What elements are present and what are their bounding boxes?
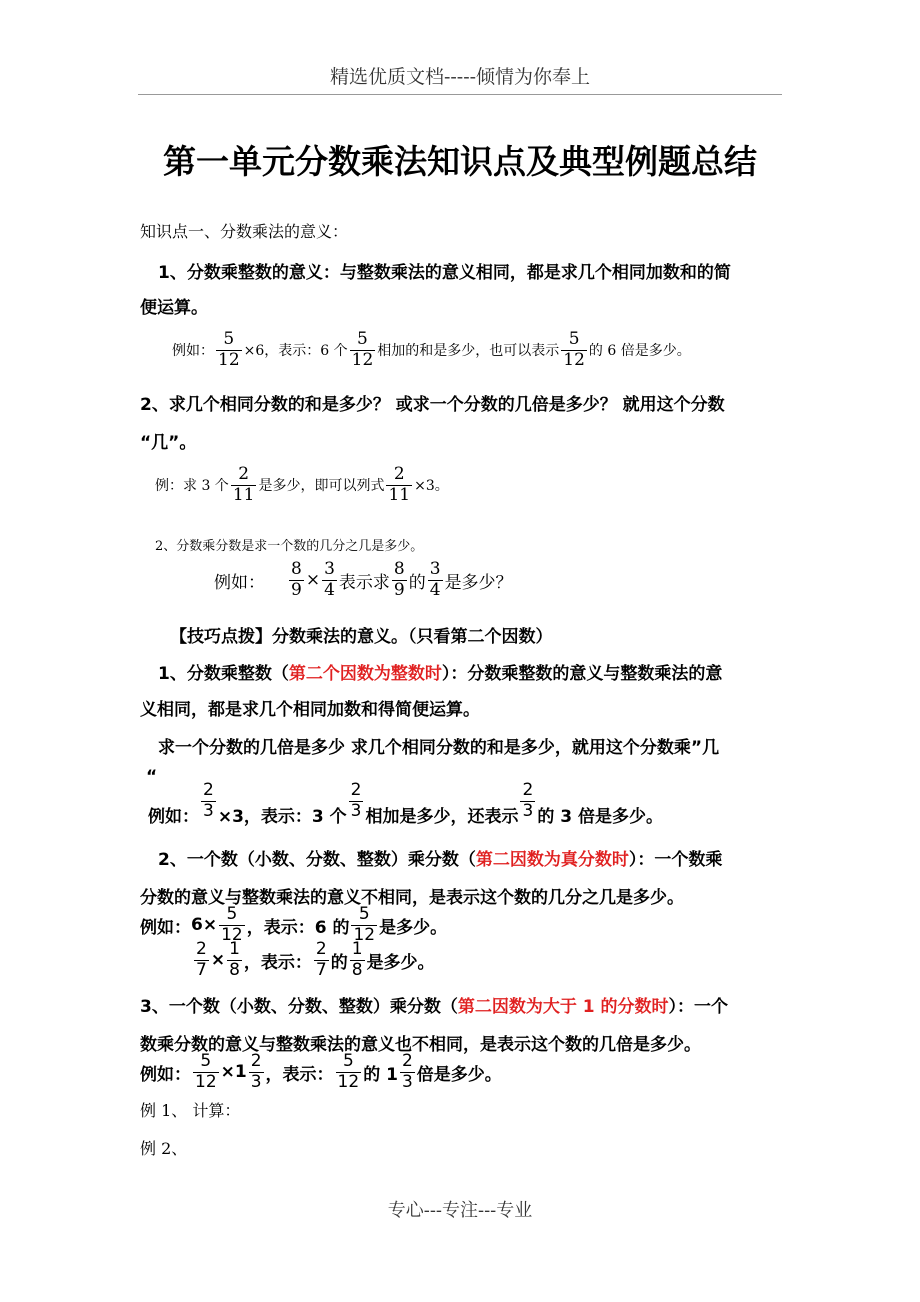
fraction [428, 560, 443, 600]
page-title: 第一单元分数乘法知识点及典型例题总结 [163, 142, 757, 181]
example-text: ，表示： [265, 1064, 334, 1085]
numerator: 5 [350, 330, 376, 351]
denominator: 7 [196, 959, 207, 980]
example-text: 的 [408, 572, 426, 593]
example-text: 是多少。 [366, 952, 435, 973]
numerator: 2 [401, 1051, 413, 1071]
numerator: 3 [429, 559, 441, 579]
text: ）：一个数乘 [628, 850, 723, 870]
technique-2-line-2: 分数的意义与整数乘法的意义不相同，是表示这个数的几分之几是多少。 [140, 888, 684, 908]
text: 1、分数乘整数（ [158, 664, 289, 684]
example-prefix: 例：求 3 个 [155, 478, 229, 495]
paragraph-2-line-1: 2、求几个相同分数的和是多少？ 或求一个分数的几倍是多少？ 就用这个分数 [140, 395, 725, 415]
example-text: 的 [330, 952, 348, 973]
fraction [520, 781, 535, 821]
example-text: 6× [191, 915, 218, 936]
denominator: 12 [351, 349, 374, 370]
numerator: 5 [336, 1052, 362, 1073]
numerator: 3 [324, 559, 335, 579]
numerator: 8 [393, 559, 405, 579]
example-text: ×1 [220, 1062, 247, 1083]
technique-1-line-3: 求一个分数的几倍是多少 求几个相同分数的和是多少，就用这个分数乘”几 [158, 738, 720, 758]
fraction [322, 560, 337, 600]
numerator: 2 [315, 939, 327, 959]
denominator: 3 [401, 1071, 413, 1092]
denominator: 8 [229, 959, 240, 980]
page-header: 精选优质文档-----倾情为你奉上 [329, 66, 591, 88]
text: 3、一个数（小数、分数、整数）乘分数（ [140, 997, 458, 1017]
example-text: ，表示： [243, 952, 312, 973]
fraction [289, 560, 304, 600]
example-3 [214, 560, 513, 600]
example-text: 的 1 [363, 1064, 398, 1085]
fraction [249, 1052, 264, 1092]
knowledge-point-1-heading: 知识点一、分数乘法的意义： [140, 222, 349, 241]
example-6 [192, 940, 435, 980]
fraction [386, 465, 412, 505]
technique-3-line-1 [140, 992, 728, 1017]
example-text: 表示求 [338, 572, 390, 593]
fraction [314, 940, 329, 980]
technique-2-line-1 [158, 845, 722, 870]
numerator: 2 [231, 465, 257, 486]
denominator: 4 [429, 579, 441, 600]
numerator: 2 [386, 465, 412, 486]
example-calc-2: 例 2、 [140, 1139, 188, 1158]
denominator: 9 [291, 579, 302, 600]
fraction [231, 465, 257, 505]
denominator: 11 [388, 484, 411, 505]
numerator: 8 [291, 559, 302, 579]
example-1 [172, 330, 691, 370]
denominator: 12 [353, 924, 376, 945]
header-rule [138, 94, 782, 95]
technique-1-line-2: 义相同，都是求几个相同加数和得简便运算。 [140, 700, 480, 720]
example-text: 相加是多少，还表示 [365, 807, 519, 827]
example-text: 是多少，即可以列式 [258, 478, 385, 495]
example-text: ×3，表示：3 个 [217, 807, 347, 827]
denominator: 3 [250, 1071, 262, 1092]
fraction [350, 940, 365, 980]
example-text: 的 6 倍是多少。 [588, 343, 691, 360]
example-text: ，表示：6 的 [246, 917, 350, 938]
denominator: 12 [563, 349, 585, 370]
highlight-text: 第二个因数为整数时 [288, 664, 442, 684]
example-text: × [305, 570, 321, 591]
denominator: 3 [350, 801, 362, 821]
numerator: 1 [351, 939, 363, 959]
fraction [561, 330, 587, 370]
text: ）：分数乘整数的意义与整数乘法的意 [441, 664, 723, 684]
fraction [227, 940, 242, 980]
example-calc-1: 例 1、 计算： [140, 1101, 241, 1120]
example-prefix: 例如： [140, 917, 191, 938]
example-text: 是多少。 [379, 917, 448, 938]
paragraph-2-line-2: “几”。 [140, 433, 197, 453]
paragraph-1-line-2: 便运算。 [140, 298, 208, 318]
fraction [349, 781, 364, 821]
fraction [201, 781, 216, 821]
technique-1-line-1 [158, 659, 722, 684]
numerator: 5 [561, 330, 587, 351]
technique-3-line-2: 数乘分数的意义与整数乘法的意义也不相同，是表示这个数的几倍是多少。 [140, 1035, 701, 1055]
example-text: 是多少？ [444, 572, 513, 593]
highlight-text: 第二因数为大于 1 的分数时 [457, 997, 669, 1017]
text: ）：一个 [668, 997, 728, 1017]
example-prefix: 例如： [214, 572, 265, 593]
numerator: 5 [219, 905, 245, 926]
denominator: 12 [218, 349, 240, 370]
denominator: 4 [324, 579, 335, 600]
denominator: 11 [232, 484, 255, 505]
example-text: 的 3 倍是多少。 [537, 807, 663, 827]
fraction [350, 330, 376, 370]
fraction [392, 560, 407, 600]
numerator: 5 [216, 330, 242, 351]
example-prefix: 例如： [148, 807, 199, 827]
denominator: 12 [195, 1071, 217, 1092]
fraction [400, 1052, 415, 1092]
paragraph-3: 2、分数乘分数是求一个数的几分之几是多少。 [155, 539, 424, 554]
numerator: 2 [350, 780, 362, 801]
tip-heading: 【技巧点拨】分数乘法的意义。（只看第二个因数） [170, 627, 553, 647]
highlight-text: 第二因数为真分数时 [475, 850, 629, 870]
numerator: 2 [522, 780, 534, 801]
denominator: 9 [393, 579, 405, 600]
page-footer: 专心---专注---专业 [387, 1200, 533, 1221]
example-7 [140, 1052, 502, 1092]
paragraph-1-line-1: 1、分数乘整数的意义：与整数乘法的意义相同，都是求几个相同加数和的简 [158, 263, 731, 283]
example-2 [155, 465, 449, 505]
example-4 [148, 776, 663, 827]
technique-1-line-4: “ [146, 767, 158, 787]
denominator: 7 [315, 959, 327, 980]
numerator: 1 [229, 939, 240, 959]
denominator: 8 [351, 959, 363, 980]
fraction [194, 940, 209, 980]
fraction [193, 1052, 219, 1092]
denominator: 12 [337, 1071, 360, 1092]
example-text: 相加的和是多少，也可以表示 [377, 343, 560, 360]
example-text: × [210, 950, 226, 971]
example-text: ×6，表示：6 个 [243, 343, 348, 360]
denominator: 3 [203, 801, 214, 821]
example-text: 倍是多少。 [416, 1064, 502, 1085]
numerator: 2 [203, 780, 214, 801]
example-prefix: 例如： [140, 1064, 191, 1085]
denominator: 3 [522, 801, 534, 821]
fraction [216, 330, 242, 370]
example-text: ×3。 [414, 478, 449, 495]
denominator: 12 [221, 924, 243, 945]
numerator: 2 [196, 939, 207, 959]
numerator: 2 [250, 1051, 262, 1071]
example-prefix: 例如： [172, 343, 214, 360]
text: 2、一个数（小数、分数、整数）乘分数（ [158, 850, 476, 870]
fraction [336, 1052, 362, 1092]
numerator: 5 [193, 1052, 219, 1073]
numerator: 5 [351, 905, 377, 926]
